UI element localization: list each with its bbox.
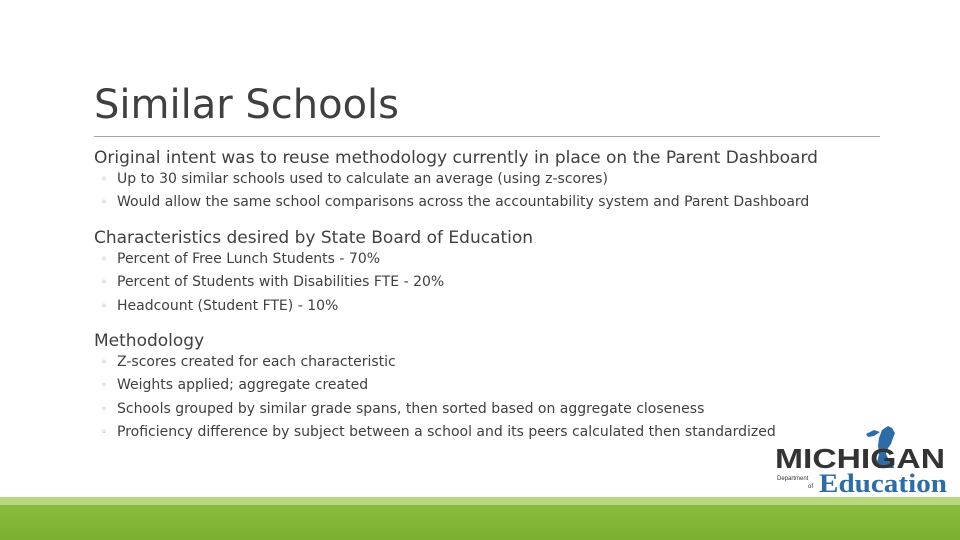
bullet-icon: ◦ [101, 300, 107, 312]
list-item-text: Would allow the same school comparisons across the accountability system and Parent Dashboard [117, 194, 810, 211]
list-item-text: Weights applied; aggregate created [117, 377, 369, 394]
section-heading: Characteristics desired by State Board of Education [94, 228, 534, 248]
list-item-text: Schools grouped by similar grade spans, then sorted based on aggregate closeness [117, 400, 705, 417]
footer-bar [0, 497, 960, 540]
bullet-icon: ◦ [101, 197, 107, 209]
logo-word-bottom: Education [819, 469, 948, 496]
section-heading: Original intent was to reuse methodology currently in place on the Parent Dashboard [94, 148, 818, 168]
list-item-text: Percent of Free Lunch Students - 70% [117, 251, 381, 267]
bullet-icon: ◦ [101, 403, 107, 415]
section-heading: Methodology [94, 331, 205, 351]
list-item [94, 351, 894, 374]
bullet-list [94, 248, 894, 318]
bullet-list [94, 168, 894, 215]
list-item [94, 248, 894, 271]
list-item [94, 398, 894, 421]
list-item-text: Headcount (Student FTE) - 10% [117, 297, 339, 314]
logo-small-line2: of [808, 484, 814, 490]
logo-small-line1: Department [777, 476, 809, 482]
list-item [94, 168, 894, 191]
list-item-text: Up to 30 similar schools used to calculate an average (using z-scores) [117, 171, 608, 187]
list-item-text: Z-scores created for each characteristic [117, 354, 396, 370]
list-item-text: Percent of Students with Disabilities FTE - 20% [117, 274, 445, 291]
title-divider [94, 136, 880, 137]
list-item [94, 271, 894, 294]
bullet-icon: ◦ [101, 380, 107, 392]
bullet-icon: ◦ [101, 426, 107, 438]
list-item [94, 374, 894, 397]
list-item [94, 191, 894, 214]
section-characteristics [94, 228, 894, 318]
section-original-intent [94, 148, 894, 215]
michigan-education-logo [774, 424, 950, 496]
bullet-icon: ◦ [101, 254, 107, 265]
list-item [94, 295, 894, 318]
list-item-text: Proficiency difference by subject between a school and its peers calculated then standardized [117, 423, 776, 440]
bullet-icon: ◦ [101, 174, 107, 185]
slide-title: Similar Schools [94, 82, 399, 128]
logo-word-top: MICHIGAN [775, 443, 945, 474]
bullet-icon: ◦ [101, 277, 107, 289]
bullet-icon: ◦ [101, 357, 107, 368]
